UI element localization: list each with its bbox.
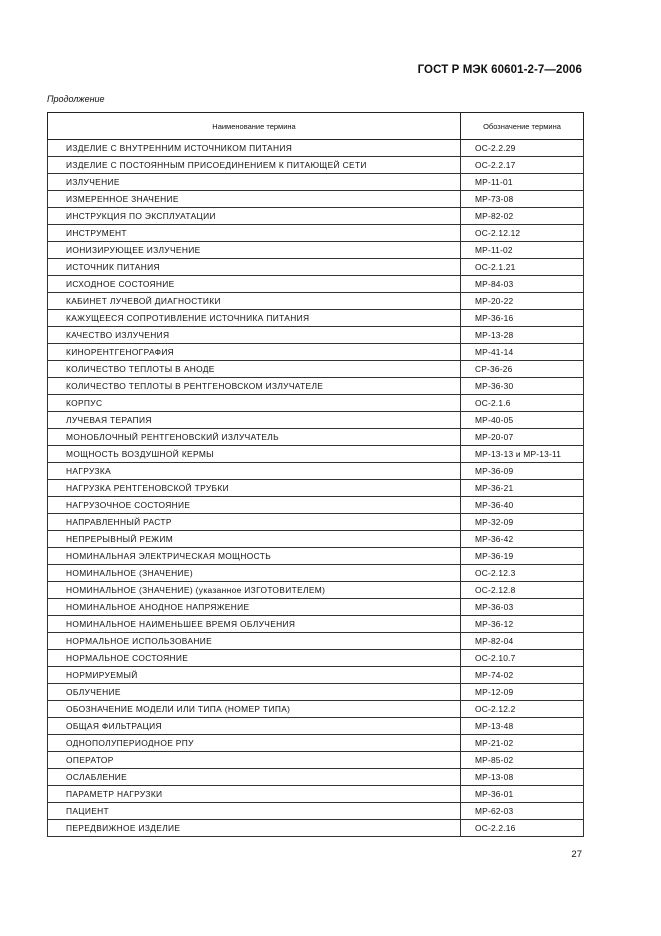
term-name-cell: ИЗМЕРЕННОЕ ЗНАЧЕНИЕ [48, 191, 461, 208]
table-row [48, 650, 584, 667]
table-row [48, 616, 584, 633]
term-name-cell: НОРМАЛЬНОЕ СОСТОЯНИЕ [48, 650, 461, 667]
term-code-cell: ОС-2.12.2 [461, 701, 584, 718]
table-row [48, 412, 584, 429]
table-row [48, 293, 584, 310]
term-code-cell: МР-36-19 [461, 548, 584, 565]
term-name-cell: НОМИНАЛЬНАЯ ЭЛЕКТРИЧЕСКАЯ МОЩНОСТЬ [48, 548, 461, 565]
term-name-cell: ИНСТРУКЦИЯ ПО ЭКСПЛУАТАЦИИ [48, 208, 461, 225]
page-number: 27 [571, 849, 582, 860]
term-code-cell: ОС-2.2.16 [461, 820, 584, 837]
terms-table [47, 112, 584, 837]
term-code-cell: МР-21-02 [461, 735, 584, 752]
term-name-cell: КОЛИЧЕСТВО ТЕПЛОТЫ В АНОДЕ [48, 361, 461, 378]
table-row [48, 514, 584, 531]
table-row [48, 684, 584, 701]
term-code-cell: МР-82-02 [461, 208, 584, 225]
term-code-cell: ОС-2.12.3 [461, 565, 584, 582]
term-code-cell: МР-73-08 [461, 191, 584, 208]
term-name-cell: КОРПУС [48, 395, 461, 412]
term-code-cell: МР-36-03 [461, 599, 584, 616]
term-code-cell: МР-13-28 [461, 327, 584, 344]
term-name-cell: НАГРУЗКА РЕНТГЕНОВСКОЙ ТРУБКИ [48, 480, 461, 497]
term-code-cell: МР-36-40 [461, 497, 584, 514]
term-name-cell: ИЗДЕЛИЕ С ПОСТОЯННЫМ ПРИСОЕДИНЕНИЕМ К ПИТАЮЩЕЙ СЕТИ [48, 157, 461, 174]
term-code-cell: МР-36-09 [461, 463, 584, 480]
continuation-label: Продолжение [47, 94, 105, 104]
term-name-cell: КАБИНЕТ ЛУЧЕВОЙ ДИАГНОСТИКИ [48, 293, 461, 310]
term-name-cell: НОМИНАЛЬНОЕ НАИМЕНЬШЕЕ ВРЕМЯ ОБЛУЧЕНИЯ [48, 616, 461, 633]
table-row [48, 820, 584, 837]
term-code-cell: ОС-2.12.8 [461, 582, 584, 599]
term-name-cell: ИОНИЗИРУЮЩЕЕ ИЗЛУЧЕНИЕ [48, 242, 461, 259]
term-code-cell: МР-84-03 [461, 276, 584, 293]
term-name-cell: ОБЩАЯ ФИЛЬТРАЦИЯ [48, 718, 461, 735]
term-code-cell: СР-36-26 [461, 361, 584, 378]
term-code-cell: МР-13-08 [461, 769, 584, 786]
table-row [48, 191, 584, 208]
term-name-cell: ОДНОПОЛУПЕРИОДНОЕ РПУ [48, 735, 461, 752]
term-name-cell: НАПРАВЛЕННЫЙ РАСТР [48, 514, 461, 531]
table-row [48, 327, 584, 344]
table-row [48, 208, 584, 225]
table-row [48, 633, 584, 650]
term-name-cell: КИНОРЕНТГЕНОГРАФИЯ [48, 344, 461, 361]
table-row [48, 735, 584, 752]
term-name-cell: ИНСТРУМЕНТ [48, 225, 461, 242]
table-row [48, 174, 584, 191]
term-name-cell: НОРМИРУЕМЫЙ [48, 667, 461, 684]
term-code-cell: МР-36-16 [461, 310, 584, 327]
term-name-cell: НОМИНАЛЬНОЕ (ЗНАЧЕНИЕ) (указанное ИЗГОТОВИТЕЛЕМ) [48, 582, 461, 599]
term-code-cell: МР-41-14 [461, 344, 584, 361]
term-code-cell: МР-13-13 и МР-13-11 [461, 446, 584, 463]
term-name-cell: НОРМАЛЬНОЕ ИСПОЛЬЗОВАНИЕ [48, 633, 461, 650]
table-row [48, 752, 584, 769]
term-code-cell: МР-40-05 [461, 412, 584, 429]
table-row [48, 344, 584, 361]
term-name-cell: МОНОБЛОЧНЫЙ РЕНТГЕНОВСКИЙ ИЗЛУЧАТЕЛЬ [48, 429, 461, 446]
terms-table-body [48, 140, 584, 837]
term-name-cell: КОЛИЧЕСТВО ТЕПЛОТЫ В РЕНТГЕНОВСКОМ ИЗЛУЧАТЕЛЕ [48, 378, 461, 395]
table-row [48, 718, 584, 735]
term-code-cell: МР-20-07 [461, 429, 584, 446]
term-name-cell: ЛУЧЕВАЯ ТЕРАПИЯ [48, 412, 461, 429]
term-name-cell: ИЗЛУЧЕНИЕ [48, 174, 461, 191]
term-name-cell: МОЩНОСТЬ ВОЗДУШНОЙ КЕРМЫ [48, 446, 461, 463]
term-code-cell: МР-85-02 [461, 752, 584, 769]
term-name-cell: НЕПРЕРЫВНЫЙ РЕЖИМ [48, 531, 461, 548]
term-code-cell: МР-36-42 [461, 531, 584, 548]
table-row [48, 242, 584, 259]
table-row [48, 225, 584, 242]
term-code-cell: МР-62-03 [461, 803, 584, 820]
table-row [48, 667, 584, 684]
table-row [48, 531, 584, 548]
term-name-cell: НОМИНАЛЬНОЕ АНОДНОЕ НАПРЯЖЕНИЕ [48, 599, 461, 616]
column-header-code: Обозначение термина [461, 113, 584, 140]
term-code-cell: ОС-2.1.21 [461, 259, 584, 276]
term-code-cell: МР-11-01 [461, 174, 584, 191]
term-code-cell: МР-11-02 [461, 242, 584, 259]
term-name-cell: КАЖУЩЕЕСЯ СОПРОТИВЛЕНИЕ ИСТОЧНИКА ПИТАНИЯ [48, 310, 461, 327]
table-row [48, 157, 584, 174]
term-code-cell: ОС-2.2.29 [461, 140, 584, 157]
term-name-cell: ОБОЗНАЧЕНИЕ МОДЕЛИ ИЛИ ТИПА (НОМЕР ТИПА) [48, 701, 461, 718]
term-name-cell: ИСТОЧНИК ПИТАНИЯ [48, 259, 461, 276]
term-code-cell: МР-36-30 [461, 378, 584, 395]
table-header-row [48, 113, 584, 140]
table-row [48, 446, 584, 463]
table-row [48, 140, 584, 157]
table-row [48, 786, 584, 803]
term-code-cell: МР-36-12 [461, 616, 584, 633]
table-row [48, 769, 584, 786]
term-name-cell: ИЗДЕЛИЕ С ВНУТРЕННИМ ИСТОЧНИКОМ ПИТАНИЯ [48, 140, 461, 157]
term-name-cell: ПАЦИЕНТ [48, 803, 461, 820]
table-row [48, 361, 584, 378]
term-code-cell: МР-82-04 [461, 633, 584, 650]
term-name-cell: НОМИНАЛЬНОЕ (ЗНАЧЕНИЕ) [48, 565, 461, 582]
term-name-cell: ПАРАМЕТР НАГРУЗКИ [48, 786, 461, 803]
term-code-cell: МР-20-22 [461, 293, 584, 310]
term-name-cell: НАГРУЗОЧНОЕ СОСТОЯНИЕ [48, 497, 461, 514]
term-code-cell: ОС-2.1.6 [461, 395, 584, 412]
table-row [48, 310, 584, 327]
term-name-cell: КАЧЕСТВО ИЗЛУЧЕНИЯ [48, 327, 461, 344]
table-row [48, 378, 584, 395]
term-name-cell: ПЕРЕДВИЖНОЕ ИЗДЕЛИЕ [48, 820, 461, 837]
term-name-cell: ОПЕРАТОР [48, 752, 461, 769]
term-code-cell: МР-36-01 [461, 786, 584, 803]
table-row [48, 276, 584, 293]
table-row [48, 548, 584, 565]
term-code-cell: МР-74-02 [461, 667, 584, 684]
term-name-cell: НАГРУЗКА [48, 463, 461, 480]
term-code-cell: ОС-2.2.17 [461, 157, 584, 174]
term-name-cell: ОСЛАБЛЕНИЕ [48, 769, 461, 786]
table-row [48, 429, 584, 446]
document-header-title: ГОСТ Р МЭК 60601-2-7—2006 [417, 64, 582, 76]
table-row [48, 701, 584, 718]
term-code-cell: МР-36-21 [461, 480, 584, 497]
term-name-cell: ИСХОДНОЕ СОСТОЯНИЕ [48, 276, 461, 293]
term-code-cell: ОС-2.12.12 [461, 225, 584, 242]
term-code-cell: МР-13-48 [461, 718, 584, 735]
table-row [48, 582, 584, 599]
table-row [48, 463, 584, 480]
table-row [48, 259, 584, 276]
term-name-cell: ОБЛУЧЕНИЕ [48, 684, 461, 701]
table-row [48, 497, 584, 514]
term-code-cell: МР-32-09 [461, 514, 584, 531]
term-code-cell: МР-12-09 [461, 684, 584, 701]
table-row [48, 599, 584, 616]
column-header-term: Наименование термина [48, 113, 461, 140]
table-row [48, 395, 584, 412]
table-row [48, 565, 584, 582]
term-code-cell: ОС-2.10.7 [461, 650, 584, 667]
table-row [48, 480, 584, 497]
table-row [48, 803, 584, 820]
